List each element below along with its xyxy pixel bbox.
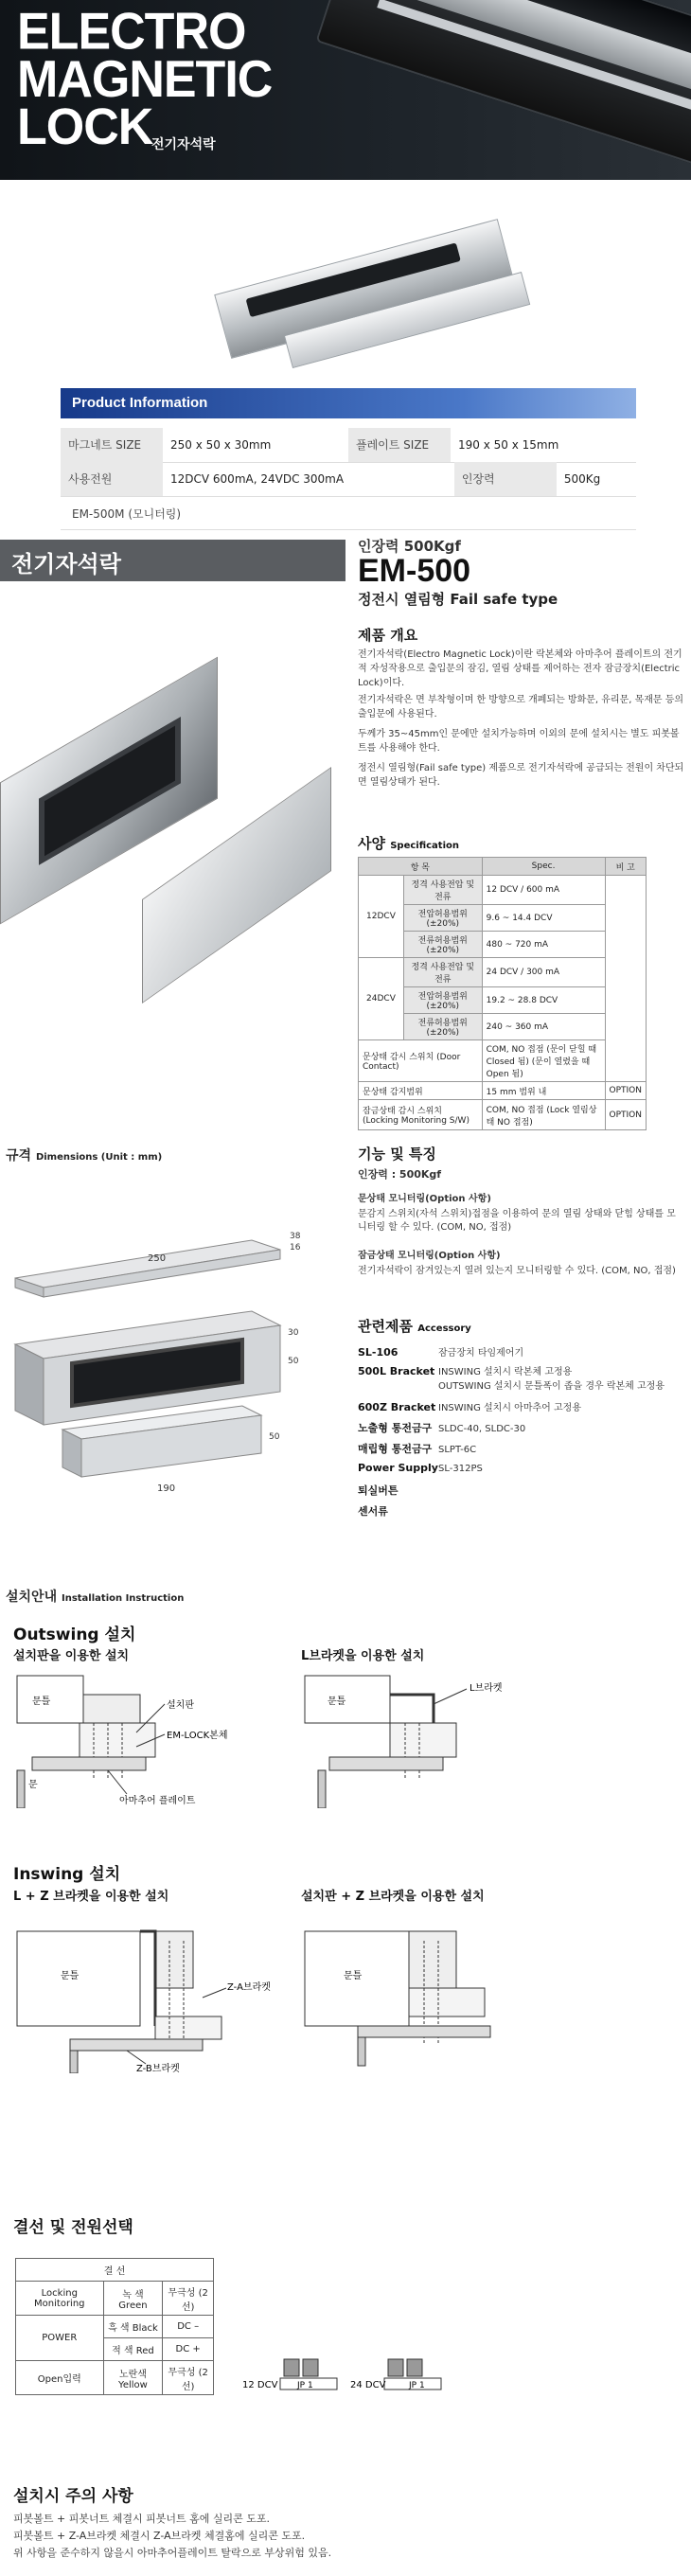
accessory-item: [358, 1344, 523, 1359]
cell-label: 플레이트 SIZE: [348, 428, 451, 462]
overview-paragraph: 두께가 35~45mm인 문에만 설치가능하며 이외의 문에 설치시는 별도 피봇볼트를 사용해야 한다.: [358, 729, 680, 754]
outswing-plate-diagram: [13, 1666, 259, 1808]
dim-label: 16: [290, 1243, 301, 1252]
dim-label: 50: [269, 1432, 280, 1442]
wire-color: 노란색 Yellow: [103, 2361, 163, 2395]
accessory-desc: SL-312PS: [438, 1464, 483, 1474]
product-info-heading: Product Information: [61, 388, 636, 418]
outswing-left-title: 설치판을 이용한 설치: [13, 1649, 130, 1663]
spec-title-en: Specification: [390, 841, 460, 851]
spec-value: 240 ~ 360 mA: [482, 1014, 605, 1040]
jumper-label: JP 1: [409, 2381, 425, 2390]
label-door: 문: [28, 1780, 38, 1790]
install-title-en: Installation Instruction: [61, 1593, 185, 1604]
wiring-group: POWER: [16, 2316, 104, 2361]
accessory-name: 노출형 통전금구: [358, 1422, 433, 1434]
wire-color: 녹 색 Green: [103, 2282, 163, 2316]
spec-item: 정격 사용전압 및 전류: [403, 876, 482, 905]
spec-value: COM, NO 접점 (Lock 열림상태 NO 접점): [482, 1100, 605, 1130]
feature-lock-title: 잠금상태 모니터링(Option 사항): [358, 1251, 501, 1261]
model-name: EM-500: [358, 553, 471, 589]
spec-note-empty: [605, 876, 647, 1082]
wiring-table: [15, 2258, 214, 2395]
wire-polarity: 무극성 (2선): [163, 2282, 214, 2316]
inswing-left-title: L + Z 브라켓을 이용한 설치: [13, 1890, 169, 1904]
outswing-title: Outswing 설치: [13, 1626, 136, 1644]
jumper-24v-label: 24 DCV: [350, 2380, 386, 2390]
hero-title: [17, 3, 273, 156]
spec-header: 항 목: [359, 858, 483, 876]
section-title-bar: 전기자석락: [0, 540, 346, 581]
wiring-header: 결 선: [16, 2259, 214, 2282]
table-row: [16, 2361, 214, 2395]
accessory-desc: INSWING 설치시 락본체 고정용: [438, 1367, 573, 1377]
wire-color: 흑 색 Black: [103, 2316, 163, 2338]
product-info-table: [61, 462, 636, 497]
overview-paragraph: 정전시 열림형(Fail safe type) 제품으로 전기자석락에 공급되는 전원이 차단되면 열림상태가 된다.: [358, 763, 684, 788]
lock-coil: [39, 717, 181, 865]
spec-item: 정격 사용전압 및 전류: [403, 958, 482, 987]
accessory-item: [358, 1399, 581, 1413]
spec-value: COM, NO 접점 (문이 닫힐 때 Closed 됨) (문이 열렸을 때 Open 됨): [482, 1040, 605, 1082]
cell-value: 250 x 50 x 30mm: [163, 428, 348, 462]
accessory-name: 매립형 통전금구: [358, 1443, 433, 1455]
spec-note: OPTION: [605, 1082, 647, 1100]
hero-title-line: MAGNETIC: [17, 50, 273, 109]
features-title: 기능 및 특징: [358, 1146, 436, 1163]
jumper-label: JP 1: [297, 2381, 313, 2390]
spec-value: 24 DCV / 300 mA: [482, 958, 605, 987]
label-za-bracket: Z-A브라켓: [227, 1982, 271, 1993]
dimension-drawing: [6, 1221, 332, 1496]
cell-value: 12DCV 600mA, 24VDC 300mA: [163, 462, 454, 496]
label-zb-bracket: Z-B브라켓: [136, 2064, 180, 2073]
table-row: [359, 1100, 647, 1130]
inswing-plate-z-diagram: [301, 1912, 576, 2073]
spec-title: [358, 833, 459, 853]
hero-subtitle: 전기자석락: [151, 137, 216, 152]
spec-item: 문상태 감지범위: [359, 1082, 483, 1100]
wiring-group: Open입력: [16, 2361, 104, 2395]
install-title: [6, 1587, 184, 1606]
accessory-item: [358, 1483, 438, 1498]
table-row: [359, 858, 647, 876]
accessory-item: [358, 1503, 438, 1519]
dim-label: 50: [288, 1357, 299, 1366]
spec-header: Spec.: [482, 858, 605, 876]
spec-item: 전류허용범위(±20%): [403, 1014, 482, 1040]
caution-title: 설치시 주의 사항: [13, 2487, 133, 2506]
spec-item: 잠금상태 감시 스위치 (Locking Monitoring S/W): [359, 1100, 483, 1130]
table-row: [16, 2259, 214, 2282]
accessory-name: Power Supply: [358, 1462, 438, 1474]
wire-color: 적 색 Red: [103, 2338, 163, 2361]
accessory-name: 500L Bracket: [358, 1365, 435, 1377]
label-doorframe: 문틀: [344, 1971, 363, 1981]
accessory-name: 퇴실버튼: [358, 1484, 399, 1497]
dimensions-title-ko: 규격: [6, 1148, 32, 1164]
table-row: [359, 1040, 647, 1082]
feature-door-title: 문상태 모니터링(Option 사항): [358, 1194, 491, 1204]
wiring-group: Locking Monitoring: [16, 2282, 104, 2316]
model-type: 정전시 열림형 Fail safe type: [358, 591, 558, 608]
spec-value: 9.6 ~ 14.4 DCV: [482, 905, 605, 932]
outswing-right-title: L브라켓을 이용한 설치: [301, 1649, 425, 1663]
accessory-desc: 잠금장치 타임제어기: [438, 1348, 524, 1359]
label-doorframe: 문틀: [328, 1697, 346, 1707]
spec-value: 15 mm 범위 내: [482, 1082, 605, 1100]
accessory-desc: SLPT-6C: [438, 1445, 477, 1455]
dim-label: 30: [288, 1328, 299, 1338]
spec-note: OPTION: [605, 1100, 647, 1130]
spec-value: 19.2 ~ 28.8 DCV: [482, 987, 605, 1014]
inswing-title: Inswing 설치: [13, 1865, 121, 1884]
table-row: [61, 462, 636, 496]
caution-line: 위 사항을 준수하지 않을시 아마추어플레이트 탈락으로 부상위험 있음.: [13, 2547, 332, 2559]
overview-paragraph: 전기자석락(Electro Magnetic Lock)이란 락본체와 아마추어 플레이트의 전기적 자성작용으로 출입문의 잠김, 열림 상태를 제어하는 전자 잠금장치(Electric Lock)이다.: [358, 649, 682, 688]
label-lock-body: EM-LOCK본체: [167, 1731, 228, 1741]
spec-voltage-group: 24DCV: [359, 958, 404, 1040]
accessory-desc: OUTSWING 설치시 문틀폭이 좁을 경우 락본체 고정용: [438, 1381, 665, 1392]
wiring-title: 결선 및 전원선택: [13, 2218, 133, 2237]
dim-label: 190: [157, 1483, 176, 1494]
cell-label: 마그네트 SIZE: [61, 428, 163, 462]
jumper-12v-label: 12 DCV: [242, 2380, 278, 2390]
pull-force: 인장력 500Kgf: [358, 538, 461, 555]
dim-label: 38: [290, 1232, 301, 1241]
feature-pull: 인장력 : 500Kgf: [358, 1168, 442, 1181]
outswing-lbracket-diagram: [301, 1666, 547, 1808]
inswing-right-title: 설치판 + Z 브라켓을 이용한 설치: [301, 1890, 485, 1904]
spec-item: 전압허용범위(±20%): [403, 905, 482, 932]
accessory-desc: INSWING 설치시 아마추어 고정용: [438, 1403, 581, 1413]
hero-title-line: ELECTRO: [17, 3, 246, 62]
overview-title: 제품 개요: [358, 627, 418, 644]
spec-item: 전류허용범위(±20%): [403, 932, 482, 958]
label-plate: 설치판: [167, 1700, 194, 1711]
accessory-name: SL-106: [358, 1346, 399, 1359]
table-row: [16, 2282, 214, 2316]
label-doorframe: 문틀: [32, 1697, 51, 1707]
spec-title-ko: 사양: [358, 835, 385, 852]
accessory-desc: SLDC-40, SLDC-30: [438, 1424, 526, 1434]
hero-banner: [0, 0, 691, 180]
cell-label: 인장력: [454, 462, 557, 496]
label-lbracket: L브라켓: [470, 1683, 503, 1694]
feature-door-text: 문감지 스위치(자석 스위치)접점을 이용하여 문의 열림 상태와 닫힘 상태를 모니터링 할 수 있다. (COM, NO, 접점): [358, 1209, 676, 1233]
dimensions-title-en: Dimensions (Unit : mm): [35, 1152, 163, 1163]
wire-polarity: 무극성 (2선): [163, 2361, 214, 2395]
table-row: [16, 2316, 214, 2338]
accessory-title: [358, 1316, 471, 1336]
caution-line: 피봇볼트 + Z-A브라켓 체결시 Z-A브라켓 체결홈에 실리콘 도포.: [13, 2530, 306, 2542]
product-model: EM-500M (모니터링): [61, 496, 636, 530]
label-armature: 아마추어 플레이트: [119, 1796, 196, 1806]
accessory-item: [358, 1377, 664, 1392]
table-row: [61, 428, 636, 462]
dimensions-title: [6, 1146, 162, 1164]
cell-label: 사용전원: [61, 462, 163, 496]
accessory-name: 600Z Bracket: [358, 1401, 436, 1413]
accessory-item: [358, 1441, 476, 1456]
spec-table: [358, 857, 647, 1130]
spec-value: 12 DCV / 600 mA: [482, 876, 605, 905]
caution-line: 피봇볼트 + 피봇너트 체결시 피봇너트 홈에 실리콘 도포.: [13, 2513, 270, 2525]
hero-title-line: LOCK: [17, 98, 153, 156]
accessory-title-en: Accessory: [417, 1324, 471, 1334]
accessory-item: [358, 1363, 572, 1377]
jumper-diagram: [237, 2357, 473, 2405]
dim-label: 250: [148, 1253, 167, 1264]
table-row: [359, 958, 647, 987]
wire-polarity: DC –: [163, 2316, 214, 2338]
wire-polarity: DC +: [163, 2338, 214, 2361]
cell-value: 500Kg: [557, 462, 636, 496]
feature-lock-text: 전기자석락이 잠겨있는지 열려 있는지 모니터링할 수 있다. (COM, NO, 접점): [358, 1266, 676, 1276]
label-doorframe: 문틀: [61, 1971, 80, 1981]
overview-paragraph: 전기자석락은 면 부착형이며 한 방향으로 개폐되는 방화문, 유리문, 목재문 등의 출입문에 사용된다.: [358, 695, 684, 720]
spec-voltage-group: 12DCV: [359, 876, 404, 958]
accessory-item: [358, 1420, 525, 1435]
accessory-name: 센서류: [358, 1505, 388, 1518]
table-row: [359, 876, 647, 905]
spec-item: 문상태 감시 스위치 (Door Contact): [359, 1040, 483, 1082]
cell-value: 190 x 50 x 15mm: [451, 428, 636, 462]
install-title-ko: 설치안내: [6, 1590, 58, 1605]
spec-header: 비 고: [605, 858, 647, 876]
inswing-lz-diagram: [13, 1912, 288, 2073]
product-info-table: [61, 428, 636, 463]
accessory-item: [358, 1462, 483, 1474]
table-row: [359, 1082, 647, 1100]
accessory-title-ko: 관련제품: [358, 1318, 413, 1335]
spec-value: 480 ~ 720 mA: [482, 932, 605, 958]
spec-item: 전압허용범위(±20%): [403, 987, 482, 1014]
